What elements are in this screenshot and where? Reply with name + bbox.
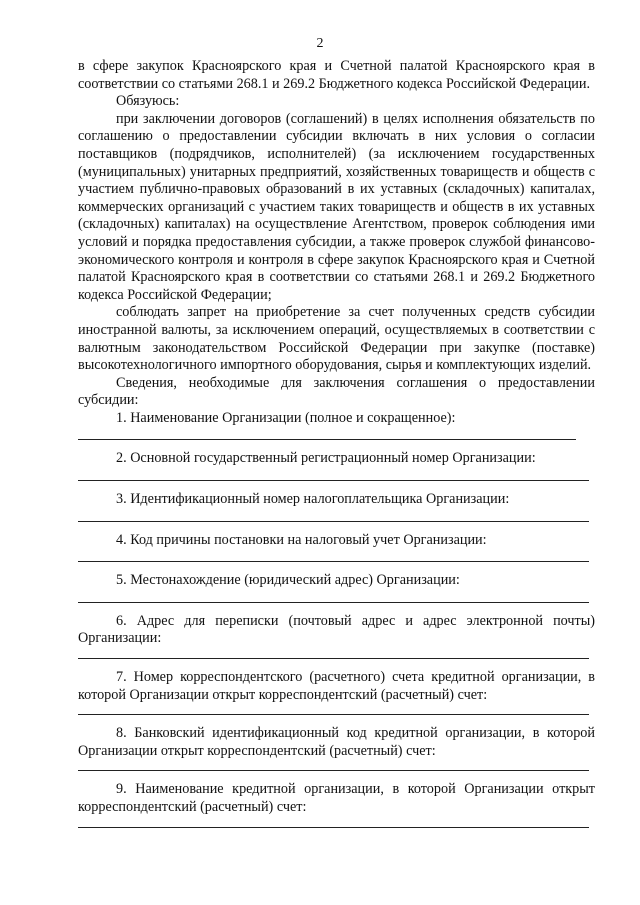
fill-line-legal-address [78,602,589,603]
fill-line-ogrn [78,480,589,481]
fill-line-organization-name [78,439,576,440]
item-ogrn: 2. Основной государственный регистрационный номер Организации: [116,450,536,467]
item-legal-address: 5. Местонахождение (юридический адрес) Организации: [116,572,460,589]
fill-line-bik [78,770,589,771]
item-bik: 8. Банковский идентификационный код кредитной организации, в которой Организации открыт корреспондентский (расчетный) счет: [78,725,595,759]
fill-line-inn [78,521,589,522]
item-account-number: 7. Номер корреспондентского (расчетного) счета кредитной организации, в которой Организации открыт корреспондентский (расчетный) счет: [78,669,595,703]
paragraph-obligations-heading: Обязуюсь: [116,93,180,110]
page-number: 2 [316,36,324,51]
paragraph-info-intro: Сведения, необходимые для заключения соглашения о предоставлении субсидии: [78,374,595,409]
item-organization-name: 1. Наименование Организации (полное и сокращенное): [116,409,456,426]
paragraph-currency-ban: соблюдать запрет на приобретение за счет полученных средств субсидии иностранной валюты, за исключением операций, осуществляемых в соответствии с валютным законодательством Российской Федерации при закупке (поставке) высокотехнологичного импортного оборудования, сырья и комплектующих изделий. [78,304,595,374]
fill-line-account-number [78,714,589,715]
fill-line-bank-name [78,827,589,828]
fill-line-kpp [78,561,589,562]
item-bank-name: 9. Наименование кредитной организации, в которой Организации открыт корреспондентский (расчетный) счет: [78,781,595,815]
document-body [78,58,595,838]
item-inn: 3. Идентификационный номер налогоплательщика Организации: [116,491,510,508]
fill-line-postal-address [78,658,589,659]
item-kpp: 4. Код причины постановки на налоговый учет Организации: [116,531,487,548]
paragraph-continuation: в сфере закупок Красноярского края и Счетной палатой Красноярского края в соответствии со статьями 268.1 и 269.2 Бюджетного кодекса Российской Федерации. [78,58,595,92]
item-postal-address: 6. Адрес для переписки (почтовый адрес и адрес электронной почты) Организации: [78,612,595,647]
paragraph-contract-conditions: при заключении договоров (соглашений) в целях исполнения обязательств по соглашению о предоставлении субсидии включать в них условия о согласии поставщиков (подрядчиков, исполнителей) (за исключением государственных (муниципальных) унитарных предприятий, хозяйственных товариществ и обществ с участием публично-правовых образований в их уставных (складочных) капиталах, коммерческих организаций с участием таких товариществ и обществ в их уставных (складочных) капиталах) на осуществление Агентством, проверок соблюдения ими условий и порядка предоставления субсидии, а также проверок службой финансово-экономического контроля и контроля в сфере закупок Красноярского края и Счетной палатой Красноярского края в соответствии со статьями 268.1 и 269.2 Бюджетного кодекса Российской Федерации; [78,110,595,303]
